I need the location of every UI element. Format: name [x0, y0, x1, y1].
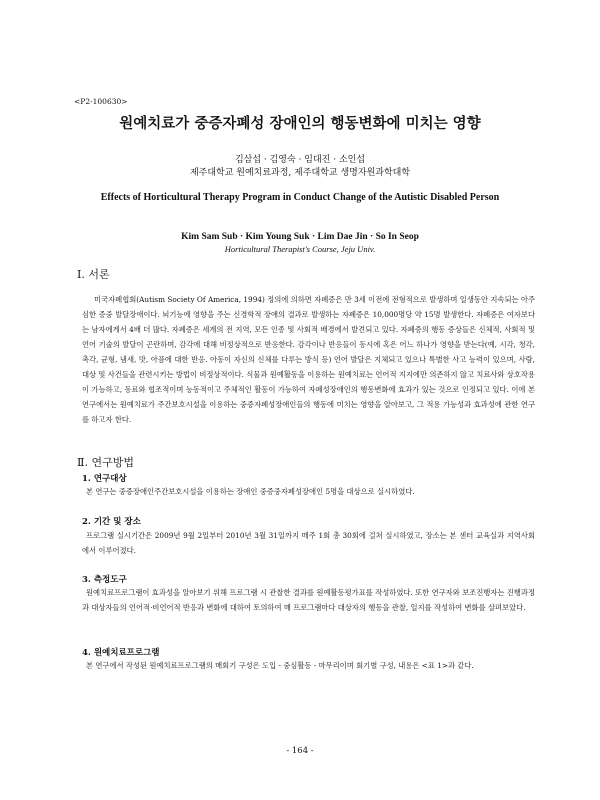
- page-number: - 164 -: [286, 746, 314, 756]
- program-heading: 4. 원예치료프로그램: [82, 648, 160, 658]
- affiliation-korean: 제주대학교 원예치료과정, 제주대학교 생명자원과학대학: [189, 168, 411, 178]
- intro-heading: Ⅰ. 서론: [77, 268, 110, 281]
- program-paragraph: 본 연구에서 작성된 원예치료프로그램의 매회기 구성은 도입 - 중심활동 - 마무리이며 회기별 구성, 내용은 <표 1>과 같다.: [86, 661, 474, 670]
- authors-english: Kim Sam Sub · Kim Young Suk · Lim Dae Jin · So In Seop: [181, 232, 419, 242]
- intro-paragraph: 미국자폐협회(Autism Society Of America, 1994) 정의에 의하면 자폐증은 만 3세 이전에 전형적으로 발생하며 일생동안 지속되는 아주 심한 증중 발달장애이다. 뇌기능에 영향을 주는 신경학적 장애의 결과로 발생하는 자폐증은 10,000명당 약 15명 발생한다. 자폐증은 여자보다는 남자에게서 4배 더 많다. 자폐증은 세계의 전 지역, 모든 인종 및 사회적 배경에서 발견되고 있다. 자폐증의 행동 증상들은 신체적, 사회적 및 언어 기술의 발달이 곤란하며, 감각에 대해 비정상적으로 반응한다. 감각이나 반응들이 동시에 혹은 어느 하나가 영향을 받는다(예, 시각, 청각, 촉각, 균형, 냄새, 맛, 아픔에 대한 반응. 아동이 자신의 신체를 다루는 방식 등) 언어 발달은 지체되고 있으나 특별한 사고 능력이 있으며, 사람, 대상 및 사건들을 관련시키는 방법이 비정상적이다. 식물과 원예활동을 이용하는 원예치료는 언어적 지지에만 의존하지 않고 치료사와 상호작용이 가능하고, 동료와 협조적이며 능동적이고 주체적인 활동이 가능하여 자폐성장애인의 행동변화에 효과가 있는 것으로 인정되고 있다. 이에 본 연구에서는 원예치료가 주간보호시설을 이용하는 중증자폐성장애인들의 행동에 미치는 영향을 알아보고, 그 적용 가능성과 효과성에 관한 연구를 하고자 한다.: [82, 295, 535, 424]
- period-heading: 2. 기간 및 장소: [82, 517, 141, 527]
- methods-heading: Ⅱ. 연구방법: [77, 456, 134, 469]
- authors-korean: 김삼섭 · 김영숙 · 임대진 · 소인섭: [234, 155, 366, 165]
- affiliation-english: Horticultural Therapist's Course, Jeju Univ.: [224, 244, 376, 254]
- period-paragraph: 프로그램 실시기간은 2009년 9월 2일부터 2010년 3월 31일까지 매주 1회 총 30회에 걸쳐 실시하였고, 장소는 본 센터 교육실과 지역사회에서 이루어졌다.: [82, 531, 535, 555]
- paper-code: <P2-100630>: [74, 97, 128, 106]
- paper-title-english: Effects of Horticultural Therapy Program in Conduct Change of the Autistic Disabled Person: [100, 192, 500, 203]
- subjects-heading: 1. 연구대상: [82, 474, 127, 484]
- measure-paragraph: 원예치료프로그램이 효과성을 알아보기 위해 프로그램 시 관찰한 결과를 원예활동평가표를 작성하였다. 또한 연구자와 보조진행자는 진행과정과 대상자들의 언어적·비언어적 반응과 변화에 대하여 토의하여 매 프로그램마다 대상자의 행동을 관찰, 일지를 작성하여 변화를 살펴보았다.: [82, 588, 535, 612]
- subjects-paragraph: 본 연구는 중증장애인주간보호시설을 이용하는 장애인 중증중자폐성장애인 5명을 대상으로 실시하였다.: [86, 487, 415, 496]
- paper-title-korean: 원예치료가 중증자폐성 장애인의 행동변화에 미치는 영향: [119, 115, 481, 132]
- measure-heading: 3. 측정도구: [82, 575, 127, 585]
